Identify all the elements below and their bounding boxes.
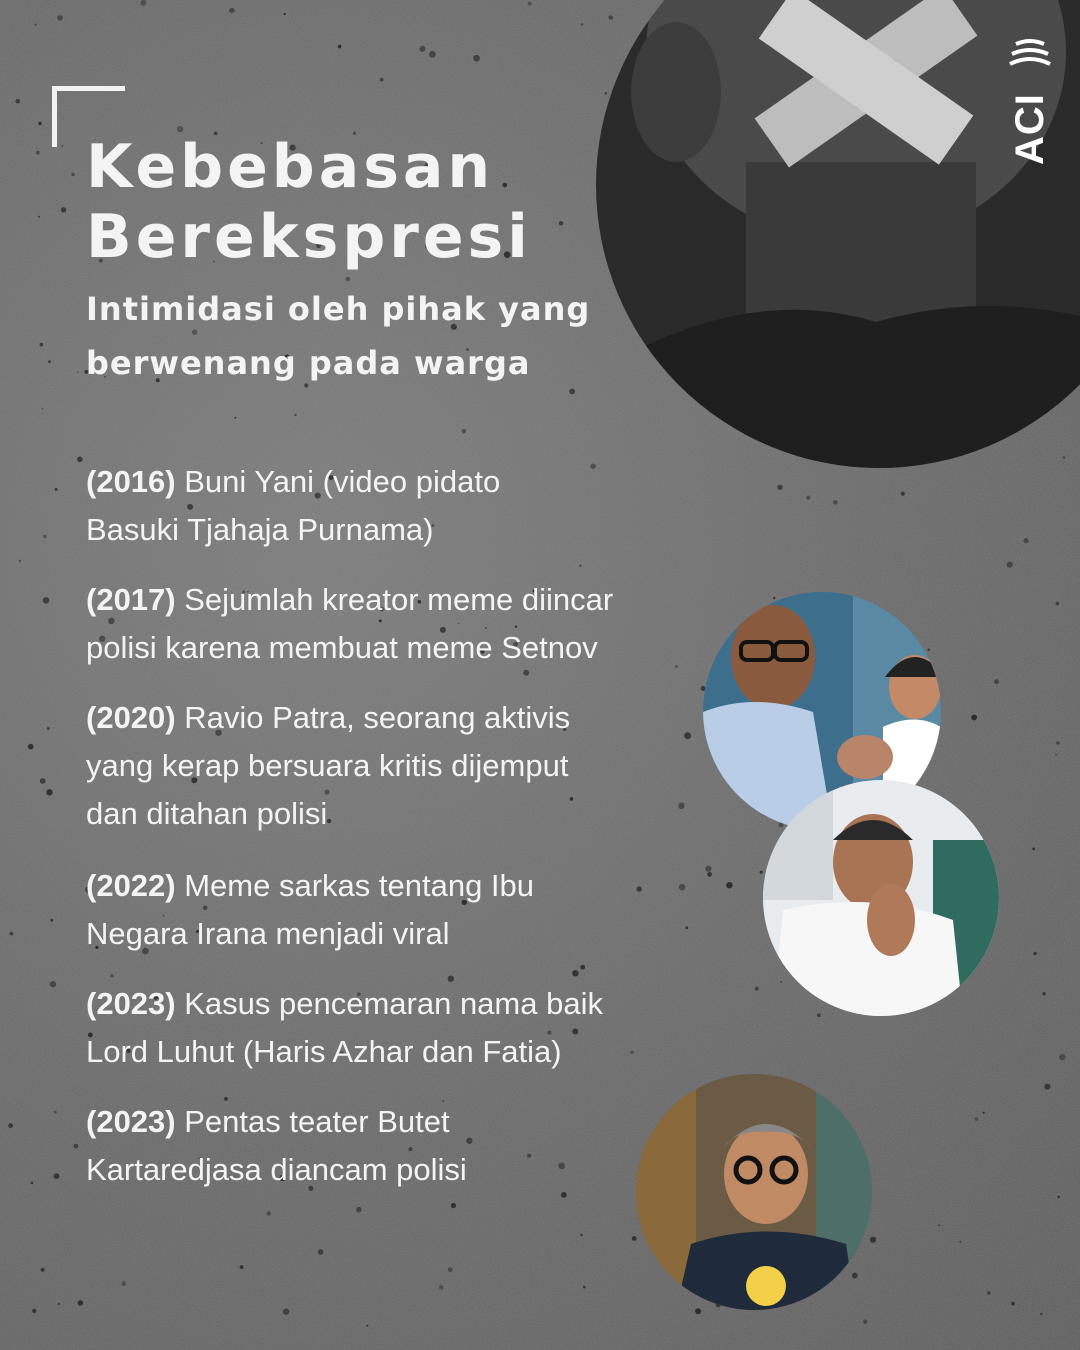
concrete-pit xyxy=(959,1241,961,1243)
concrete-pit xyxy=(356,1207,362,1213)
concrete-pit xyxy=(50,981,56,987)
concrete-pit xyxy=(235,417,237,419)
concrete-pit xyxy=(240,1265,244,1269)
event-text-1: Kasus pencemaran nama baik xyxy=(175,986,603,1021)
concrete-pit xyxy=(583,1286,586,1289)
concrete-pit xyxy=(927,648,930,651)
subtitle-line-2: berwenang pada warga xyxy=(86,344,531,382)
event-item xyxy=(86,1098,696,1194)
concrete-pit xyxy=(439,1285,444,1290)
concrete-pit xyxy=(1056,741,1060,745)
concrete-pit xyxy=(870,1237,876,1243)
luhut-photo xyxy=(763,780,999,1016)
concrete-pit xyxy=(1057,1196,1060,1199)
concrete-pit xyxy=(294,414,296,416)
concrete-pit xyxy=(780,981,782,983)
concrete-pit xyxy=(346,277,351,282)
butet-photo xyxy=(636,1074,872,1310)
concrete-pit xyxy=(55,488,58,491)
concrete-pit xyxy=(28,744,34,750)
concrete-pit xyxy=(318,1249,324,1255)
concrete-pit xyxy=(50,919,53,922)
concrete-pit xyxy=(448,1267,453,1272)
concrete-pit xyxy=(726,882,732,888)
concrete-pit xyxy=(777,485,782,490)
concrete-pit xyxy=(283,1308,289,1314)
concrete-pit xyxy=(817,1013,821,1017)
concrete-pit xyxy=(1011,1302,1015,1306)
concrete-pit xyxy=(267,1211,271,1215)
concrete-pit xyxy=(1063,457,1065,459)
concrete-pit xyxy=(1033,952,1037,956)
concrete-pit xyxy=(48,360,51,363)
concrete-pit xyxy=(863,1320,867,1324)
concrete-pit xyxy=(971,715,977,721)
concrete-pit xyxy=(43,597,50,604)
event-year: (2023) xyxy=(86,986,176,1021)
concrete-pit xyxy=(852,1273,858,1279)
concrete-pit xyxy=(47,727,50,730)
concrete-pit xyxy=(38,122,41,125)
concrete-pit xyxy=(1056,602,1060,606)
event-text-1: Meme sarkas tentang Ibu xyxy=(175,868,535,903)
concrete-pit xyxy=(1044,1084,1050,1090)
event-item xyxy=(86,458,696,554)
concrete-pit xyxy=(41,1268,45,1272)
event-item xyxy=(86,694,696,838)
concrete-pit xyxy=(755,987,759,991)
concrete-pit xyxy=(42,408,44,410)
concrete-pit xyxy=(559,221,563,225)
concrete-pit xyxy=(40,343,44,347)
concrete-pit xyxy=(74,1144,79,1149)
page-title xyxy=(86,132,532,272)
concrete-pit xyxy=(110,974,113,977)
event-year: (2016) xyxy=(86,464,176,499)
title-line-2: Berekspresi xyxy=(86,202,532,272)
event-year: (2022) xyxy=(86,868,176,903)
concrete-pit xyxy=(609,15,614,20)
event-text-2: Negara Irana menjadi viral xyxy=(86,916,450,951)
concrete-pit xyxy=(580,1234,583,1237)
concrete-pit xyxy=(901,492,905,496)
concrete-pit xyxy=(8,1123,13,1128)
concrete-pit xyxy=(43,535,46,538)
concrete-pit xyxy=(705,866,711,872)
concrete-pit xyxy=(429,51,436,58)
concrete-pit xyxy=(1040,1313,1043,1316)
event-text-2: Basuki Tjahaja Purnama) xyxy=(86,512,434,547)
concrete-pit xyxy=(366,1325,368,1327)
concrete-pit xyxy=(380,78,384,82)
concrete-pit xyxy=(338,45,342,49)
concrete-pit xyxy=(462,429,466,433)
subtitle-line-1: Intimidasi oleh pihak yang xyxy=(86,290,591,328)
concrete-pit xyxy=(707,872,712,877)
concrete-pit xyxy=(77,371,79,373)
concrete-pit xyxy=(760,871,763,874)
concrete-pit xyxy=(632,1236,637,1241)
event-year: (2020) xyxy=(86,700,176,735)
event-text-2: yang kerap bersuara kritis dijemput xyxy=(86,748,569,783)
event-text-3: dan ditahan polisi xyxy=(86,796,328,831)
concrete-pit xyxy=(122,1281,127,1286)
concrete-pit xyxy=(773,597,776,600)
event-text-1: Pentas teater Butet xyxy=(175,1104,450,1139)
concrete-pit xyxy=(528,2,532,6)
concrete-pit xyxy=(473,55,480,62)
concrete-pit xyxy=(983,1112,985,1114)
concrete-pit xyxy=(71,173,74,176)
concrete-pit xyxy=(15,99,20,104)
event-year: (2017) xyxy=(86,582,176,617)
event-text-1: Buni Yani (video pidato xyxy=(175,464,501,499)
concrete-pit xyxy=(31,1182,34,1185)
concrete-pit xyxy=(34,24,36,26)
concrete-pit xyxy=(987,1291,991,1295)
concrete-pit xyxy=(420,46,426,52)
concrete-pit xyxy=(938,1224,940,1226)
concrete-pit xyxy=(32,1309,36,1313)
event-year: (2023) xyxy=(86,1104,176,1139)
concrete-pit xyxy=(77,457,83,463)
concrete-pit xyxy=(581,23,584,26)
concrete-pit xyxy=(1059,1054,1065,1060)
concrete-pit xyxy=(451,1203,456,1208)
concrete-pit xyxy=(54,1111,57,1114)
concrete-pit xyxy=(36,151,40,155)
concrete-pit xyxy=(1032,847,1035,850)
concrete-pit xyxy=(994,679,999,684)
event-item xyxy=(86,576,696,672)
event-item xyxy=(86,862,696,958)
concrete-pit xyxy=(975,1117,979,1121)
concrete-pit xyxy=(78,1300,83,1305)
title-line-1: Kebebasan xyxy=(86,132,495,202)
concrete-pit xyxy=(1055,754,1057,756)
concrete-pit xyxy=(229,8,234,13)
concrete-pit xyxy=(40,778,46,784)
concrete-pit xyxy=(806,496,810,500)
concrete-pit xyxy=(580,565,582,567)
event-item xyxy=(86,980,696,1076)
concrete-pit xyxy=(1042,992,1046,996)
concrete-pit xyxy=(19,560,21,562)
concrete-pit xyxy=(833,500,838,505)
concrete-pit xyxy=(605,92,608,95)
event-text-2: polisi karena membuat meme Setnov xyxy=(86,630,598,665)
concrete-pit xyxy=(54,1173,60,1179)
event-text-1: Sejumlah kreator meme diincar xyxy=(175,582,614,617)
concrete-pit xyxy=(57,15,63,21)
concrete-pit xyxy=(1007,562,1013,568)
event-text-2: Lord Luhut (Haris Azhar dan Fatia) xyxy=(86,1034,562,1069)
aci-logo-text: ACI xyxy=(1008,93,1052,165)
concrete-pit xyxy=(46,789,52,795)
concrete-pit xyxy=(284,13,286,15)
concrete-pit xyxy=(61,207,66,212)
concrete-pit xyxy=(580,965,585,970)
page-subtitle xyxy=(86,282,646,390)
concrete-pit xyxy=(10,932,14,936)
concrete-pit xyxy=(1023,538,1028,543)
event-text-2: Kartaredjasa diancam polisi xyxy=(86,1152,467,1187)
concrete-pit xyxy=(572,970,578,976)
concrete-pit xyxy=(695,1308,701,1314)
concrete-pit xyxy=(38,216,40,218)
event-text-1: Ravio Patra, seorang aktivis xyxy=(175,700,571,735)
concrete-pit xyxy=(58,1303,60,1305)
